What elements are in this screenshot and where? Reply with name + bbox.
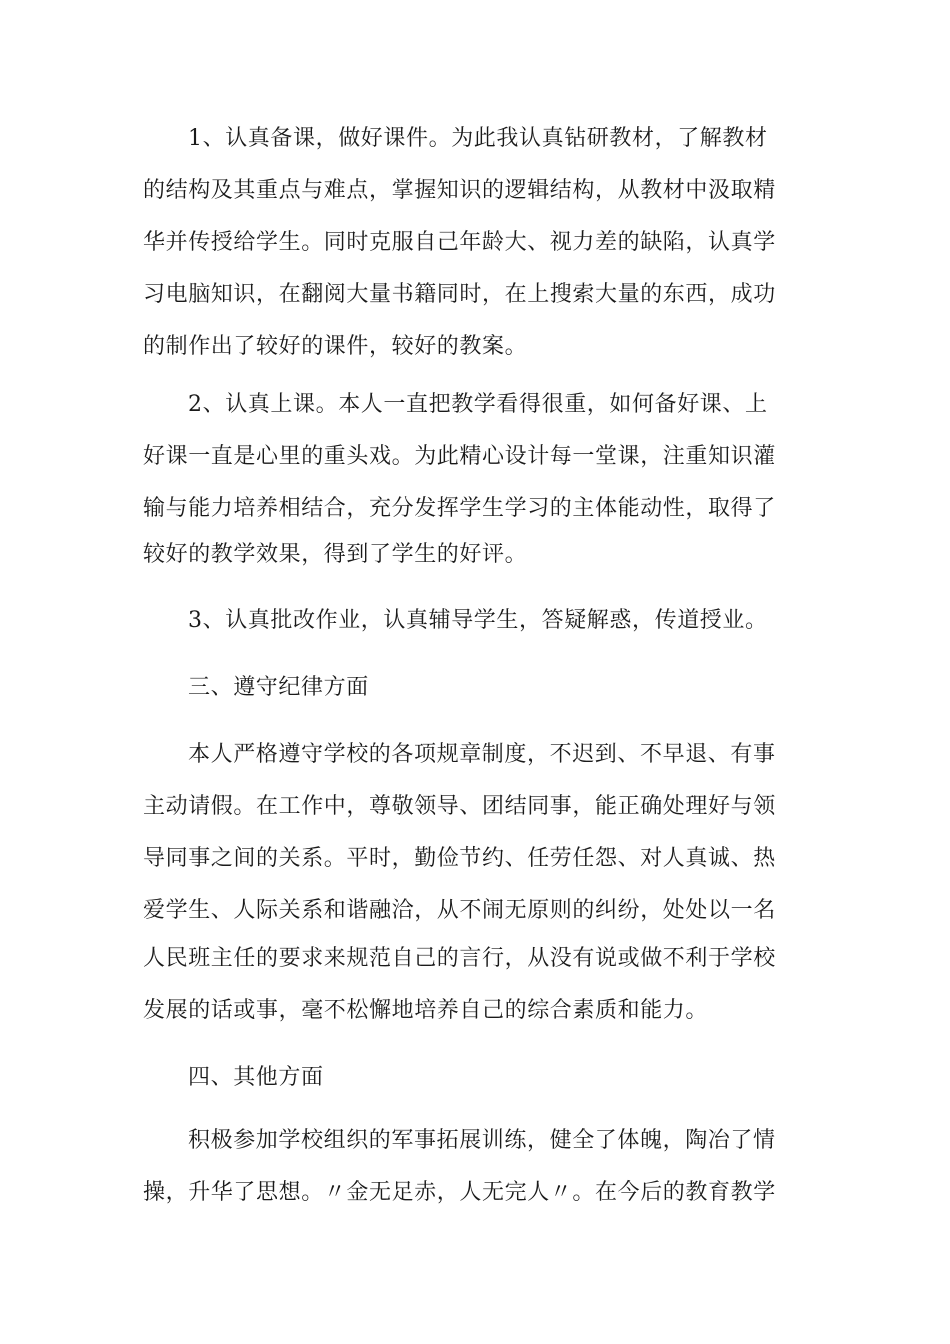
- section-heading-4: 四、其他方面: [188, 1065, 324, 1090]
- paragraph-3-line-1: 3、认真批改作业，认真辅导学生，答疑解惑，传道授业。: [188, 608, 768, 633]
- paragraph-2-line-4: 较好的教学效果，得到了学生的好评。: [143, 542, 528, 567]
- paragraph-1-line-4: 习电脑知识，在翻阅大量书籍同时，在上搜索大量的东西，成功: [143, 282, 776, 307]
- paragraph-5-line-5: 人民班主任的要求来规范自己的言行，从没有说或做不利于学校: [143, 946, 776, 971]
- paragraph-5-line-3: 导同事之间的关系。平时，勤俭节约、任劳任怨、对人真诚、热: [143, 846, 776, 871]
- paragraph-1-line-2: 的结构及其重点与难点，掌握知识的逻辑结构，从教材中汲取精: [143, 178, 776, 203]
- paragraph-1-line-3: 华并传授给学生。同时克服自己年龄大、视力差的缺陷，认真学: [143, 230, 776, 255]
- paragraph-5-line-2: 主动请假。在工作中，尊敬领导、团结同事，能正确处理好与领: [143, 794, 776, 819]
- section-heading-3: 三、遵守纪律方面: [188, 675, 369, 700]
- paragraph-7-line-1: 积极参加学校组织的军事拓展训练，健全了体魄，陶冶了情: [188, 1128, 776, 1153]
- paragraph-1-line-5: 的制作出了较好的课件，较好的教案。: [143, 334, 528, 359]
- paragraph-5-line-1: 本人严格遵守学校的各项规章制度，不迟到、不早退、有事: [188, 742, 776, 767]
- paragraph-2-line-1: 2、认真上课。本人一直把教学看得很重，如何备好课、上: [188, 392, 768, 417]
- paragraph-5-line-4: 爱学生、人际关系和谐融洽，从不闹无原则的纠纷，处处以一名: [143, 898, 776, 923]
- paragraph-5-line-6: 发展的话或事，毫不松懈地培养自己的综合素质和能力。: [143, 998, 709, 1023]
- paragraph-2-line-2: 好课一直是心里的重头戏。为此精心设计每一堂课，注重知识灌: [143, 444, 776, 469]
- paragraph-2-line-3: 输与能力培养相结合，充分发挥学生学习的主体能动性，取得了: [143, 496, 776, 521]
- paragraph-7-line-2: 操，升华了思想。〃金无足赤，人无完人〃。在今后的教育教学: [143, 1180, 776, 1205]
- paragraph-1-line-1: 1、认真备课，做好课件。为此我认真钻研教材，了解教材: [188, 126, 768, 151]
